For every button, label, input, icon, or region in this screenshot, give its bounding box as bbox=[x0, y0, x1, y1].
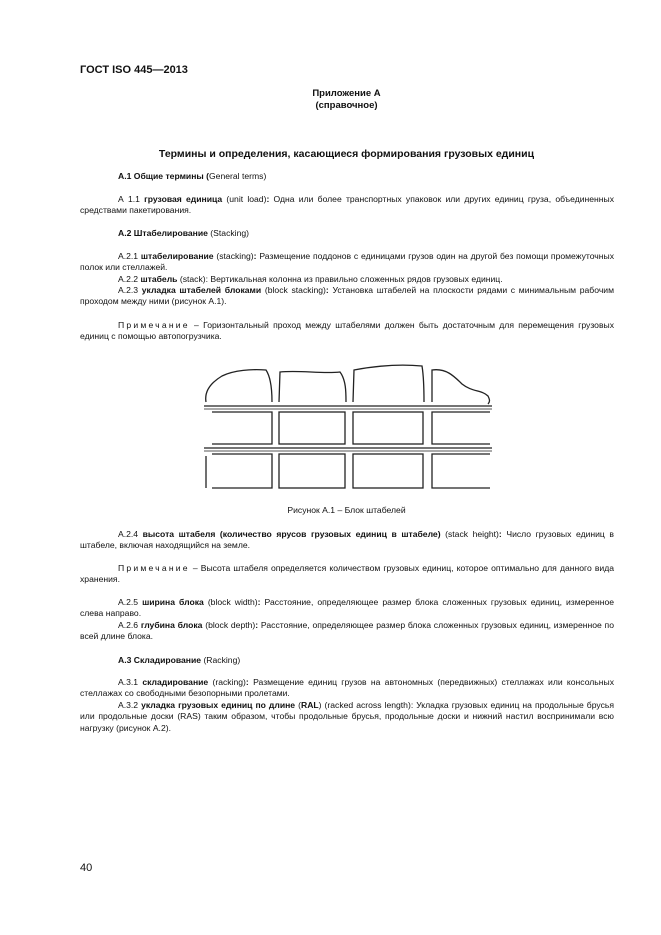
note-2-text: – Высота штабеля определяется количеством грузовых единиц, которое оптимально для данного вида хранения. bbox=[80, 563, 614, 585]
figure-load-bot-2 bbox=[279, 454, 345, 488]
term-a32-num: А.3.2 bbox=[118, 700, 142, 710]
figure-load-top-4 bbox=[432, 370, 490, 404]
term-a31-en: (racking) bbox=[208, 677, 246, 687]
annex-title: Приложение А bbox=[312, 88, 381, 99]
term-a31 bbox=[80, 677, 614, 700]
term-a26-colon: : bbox=[255, 620, 261, 630]
term-a24-num: А.2.4 bbox=[118, 529, 143, 539]
section-title: Термины и определения, касающиеся формирования грузовых единиц bbox=[158, 148, 535, 160]
figure-load-mid-4 bbox=[432, 412, 490, 444]
term-a22 bbox=[80, 274, 614, 285]
term-a24 bbox=[80, 529, 614, 552]
figure-load-mid-1 bbox=[212, 412, 272, 444]
term-a24-colon: : bbox=[498, 529, 507, 539]
term-a21-term: штабелирование bbox=[140, 251, 214, 261]
term-a22-term: штабель bbox=[140, 274, 178, 284]
term-a23-num: А.2.3 bbox=[118, 285, 142, 295]
term-a26-text: Расстояние, определяющее размер блока сложенных грузовых единиц, измеренное по всей длине блока. bbox=[80, 620, 614, 642]
term-a32-en: (racked across length): bbox=[321, 700, 417, 710]
note-2 bbox=[80, 563, 614, 586]
note-1 bbox=[80, 320, 614, 343]
heading-a3-text: А.3 Складирование bbox=[118, 655, 202, 665]
heading-a1 bbox=[118, 171, 518, 182]
term-a11-text: Одна или более транспортных упаковок или других единиц груза, объединенных средствами пакетирования. bbox=[80, 194, 615, 216]
term-a25-colon: : bbox=[257, 597, 265, 607]
term-a23-colon: : bbox=[325, 285, 333, 295]
standard-header: ГОСТ ISO 445—2013 bbox=[80, 64, 188, 76]
term-a21-num: А.2.1 bbox=[118, 251, 141, 261]
figure-load-bot-3 bbox=[353, 454, 423, 488]
annex-subtitle: (справочное) bbox=[315, 100, 378, 111]
term-a32-paren-close: ) bbox=[318, 700, 322, 710]
term-a26-en: (block depth) bbox=[202, 620, 256, 630]
term-a23 bbox=[80, 285, 614, 308]
term-a23-term: укладка штабелей блоками bbox=[141, 285, 262, 295]
term-a25-term: ширина блока bbox=[142, 597, 204, 607]
term-a24-en: (stack height) bbox=[440, 529, 499, 539]
term-a22-text: Вертикальная колонна из правильно сложенных рядов грузовых единиц. bbox=[210, 274, 503, 284]
term-a26-num: А.2.6 bbox=[118, 620, 141, 630]
heading-a3 bbox=[118, 655, 518, 666]
term-a22-en: (stack): bbox=[177, 274, 211, 284]
term-a32-text: Укладка грузовых единиц на продольные брусья или продольные доски (RAS) таким образом, чтобы продольные брусья, продольные доски и нижний настил воспринимали всю нагрузку (рисунок А.2). bbox=[80, 700, 615, 733]
term-a32-paren-open: ( bbox=[295, 700, 301, 710]
term-a25-text: Расстояние, определяющее размер блока сложенных грузовых единиц, измеренное слева направо. bbox=[80, 597, 615, 619]
term-a21 bbox=[80, 251, 614, 274]
term-a21-text: Размещение поддонов с единицами грузов один на другой без помощи промежуточных полок или стеллажей. bbox=[80, 251, 615, 273]
page-number: 40 bbox=[80, 862, 93, 874]
term-a32-abbr: RAL bbox=[300, 700, 319, 710]
term-a32-term: укладка грузовых единиц по длине bbox=[141, 700, 296, 710]
heading-a2-text: А.2 Штабелирование bbox=[118, 228, 208, 238]
term-a11-colon: : bbox=[266, 194, 274, 204]
figure-load-top-1 bbox=[206, 370, 272, 402]
figure-load-mid-3 bbox=[353, 412, 423, 444]
term-a21-colon: : bbox=[253, 251, 260, 261]
note-1-text: – Горизонтальный проход между штабелями должен быть достаточным для перемещения грузовых единиц с помощью автопогрузчика. bbox=[80, 320, 614, 342]
term-a32 bbox=[80, 700, 614, 734]
figure-load-bot-1 bbox=[212, 454, 272, 488]
heading-a1-en: General terms) bbox=[209, 171, 267, 181]
term-a11 bbox=[80, 194, 614, 217]
term-a31-num: А.3.1 bbox=[118, 677, 143, 687]
term-a11-en: (unit load) bbox=[222, 194, 267, 204]
figure-caption: Рисунок А.1 – Блок штабелей bbox=[287, 505, 406, 515]
figure-load-top-3 bbox=[353, 365, 424, 402]
figure-load-mid-2 bbox=[279, 412, 345, 444]
term-a25-num: А.2.5 bbox=[118, 597, 143, 607]
term-a22-num: А.2.2 bbox=[118, 274, 141, 284]
term-a31-text: Размещение единиц грузов на автономных (передвижных) стеллажах или консольных стеллажах со свободными безопорными пролетами. bbox=[80, 677, 614, 699]
term-a31-term: складирование bbox=[142, 677, 209, 687]
term-a23-en: (block stacking) bbox=[261, 285, 326, 295]
heading-a1-text: А.1 Общие термины ( bbox=[118, 171, 209, 181]
term-a25 bbox=[80, 597, 614, 620]
term-a11-term: грузовая единица bbox=[144, 194, 223, 204]
heading-a2-en: (Stacking) bbox=[207, 228, 249, 238]
term-a24-text: Число грузовых единиц в штабеле, включая находящийся на земле. bbox=[80, 529, 614, 551]
term-a26-term: глубина блока bbox=[140, 620, 203, 630]
figure-load-top-2 bbox=[279, 371, 346, 402]
term-a23-text: Установка штабелей на плоскости рядами с минимальным рабочим проходом между ними (рисунок А.1). bbox=[80, 285, 615, 307]
note-1-label: Примечание bbox=[118, 320, 190, 330]
term-a24-term: высота штабеля (количество ярусов грузовых единиц в штабеле) bbox=[142, 529, 441, 539]
block-stack-figure bbox=[200, 362, 494, 494]
note-2-label: Примечание bbox=[118, 563, 190, 573]
term-a26 bbox=[80, 620, 614, 643]
term-a25-en: (block width) bbox=[203, 597, 258, 607]
figure-load-bot-4 bbox=[432, 454, 490, 488]
term-a21-en: (stacking) bbox=[213, 251, 254, 261]
heading-a3-en: (Racking) bbox=[201, 655, 241, 665]
heading-a2 bbox=[118, 228, 518, 239]
term-a31-colon: : bbox=[245, 677, 254, 687]
term-a11-num: А 1.1 bbox=[118, 194, 145, 204]
